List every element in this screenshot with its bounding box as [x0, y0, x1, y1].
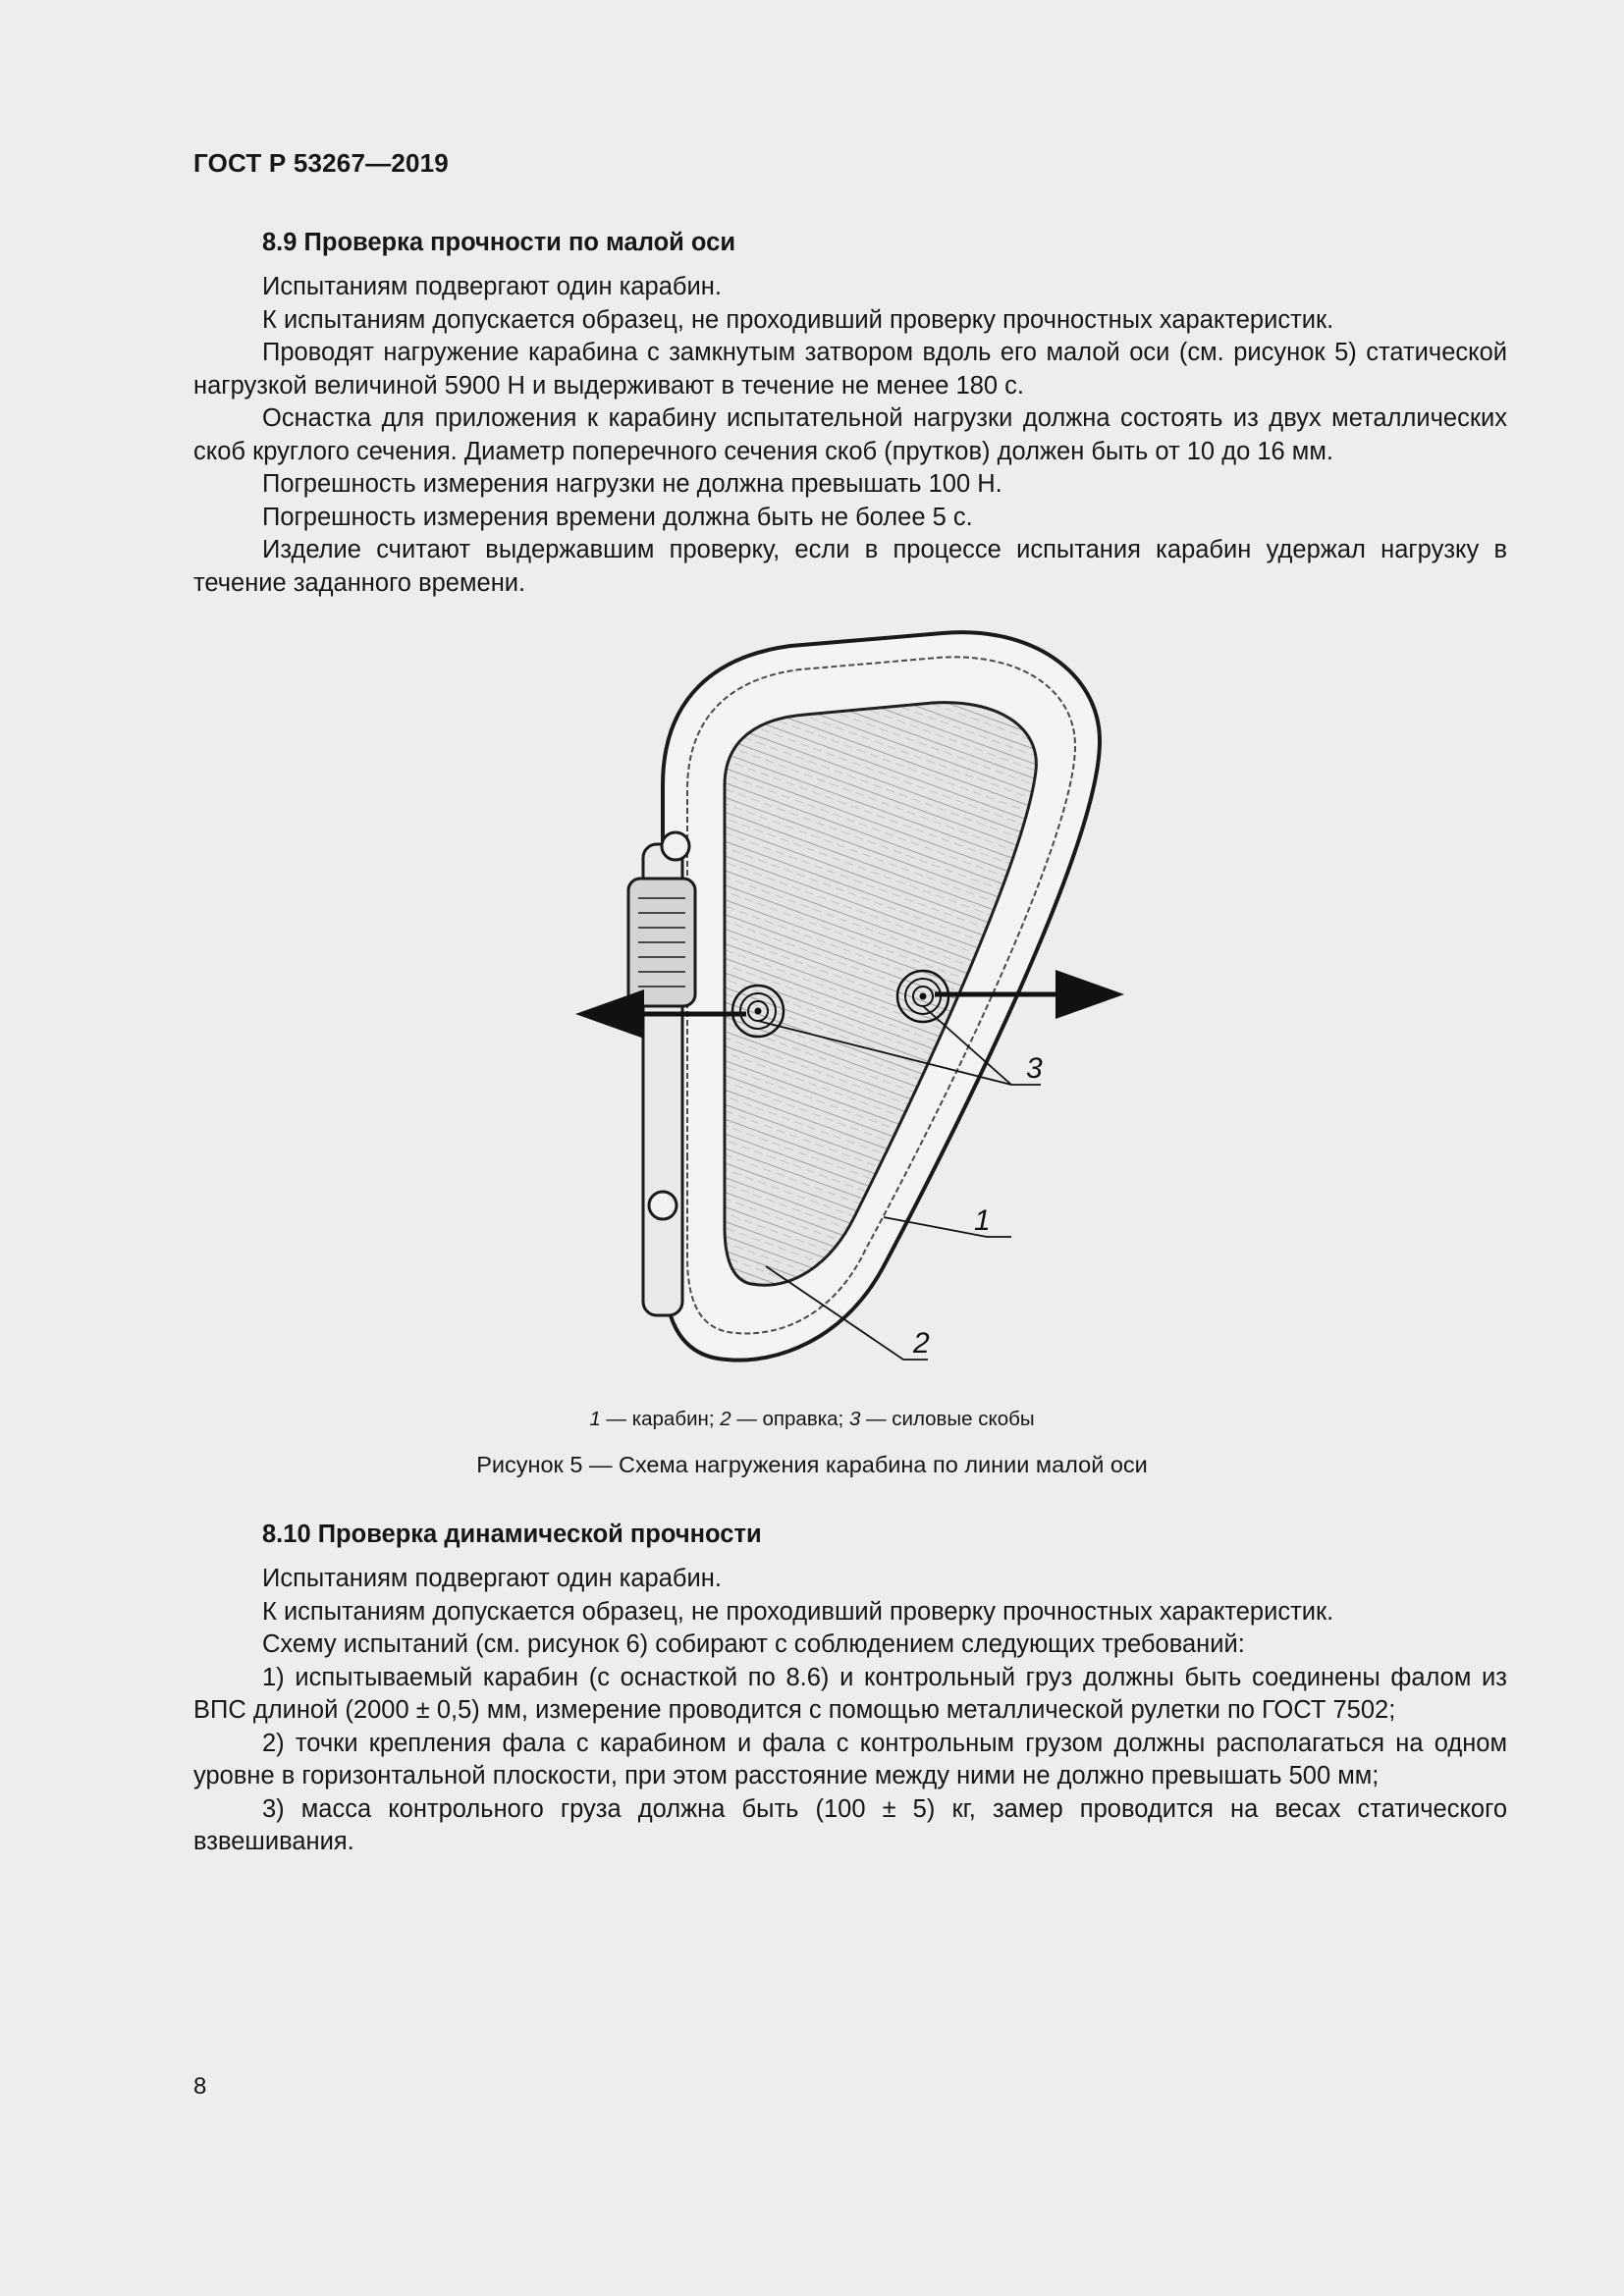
paragraph: Испытаниям подвергают один карабин. [262, 1565, 722, 1592]
paragraph: Испытаниям подвергают один карабин. [262, 273, 722, 300]
paragraph: Схему испытаний (см. рисунок 6) собирают с соблюдением следующих требований: [262, 1630, 1245, 1658]
callout-3: 3 [1026, 1052, 1043, 1085]
paragraph: 3) масса контрольного груза должна быть (100 ± 5) кг, замер проводится на весах статического взвешивания. [193, 1794, 1507, 1855]
paragraph: Погрешность измерения времени должна быть не более 5 с. [262, 503, 973, 531]
paragraph: К испытаниям допускается образец, не проходивший проверку прочностных характеристик. [262, 1597, 1334, 1626]
paragraph: К испытаниям допускается образец, не проходивший проверку прочностных характеристик. [262, 305, 1334, 334]
document-header: ГОСТ Р 53267—2019 [193, 148, 449, 178]
section-8-10 [193, 1519, 1507, 1859]
paragraph: 1) испытываемый карабин (с оснасткой по 8.6) и контрольный груз должны быть соединены фалом из ВПС длиной (2000 ± 0,5) мм, измерение проводится с помощью металлической рулетки по ГОСТ 7502; [193, 1663, 1507, 1724]
callout-2: 2 [913, 1327, 930, 1360]
page-number: 8 [193, 2073, 207, 2100]
figure-legend: 1 — карабин; 2 — оправка; 3 — силовые скобы [589, 1408, 1035, 1430]
carabiner-figure [550, 628, 1159, 1374]
paragraph: 2) точки крепления фала с карабином и фала с контрольным грузом должны располагаться на одном уровне в горизонтальной плоскости, при этом расстояние между ними не должно превышать 500 мм; [193, 1729, 1507, 1789]
section-heading: 8.10 Проверка динамической прочности [262, 1521, 762, 1548]
figure-caption: Рисунок 5 — Схема нагружения карабина по линии малой оси [476, 1452, 1148, 1477]
section-heading: 8.9 Проверка прочности по малой оси [262, 229, 736, 256]
paragraph: Оснастка для приложения к карабину испытательной нагрузки должна состоять из двух металлических скоб круглого сечения. Диаметр поперечного сечения скоб (прутков) должен быть от 10 до 16 мм. [193, 404, 1507, 465]
section-8-9 [193, 227, 1507, 600]
paragraph: Проводят нагружение карабина с замкнутым затвором вдоль его малой оси (см. рисунок 5) статической нагрузкой величиной 5900 Н и выдерживают в течение не менее 180 с. [193, 339, 1507, 400]
callout-1: 1 [974, 1204, 991, 1237]
paragraph: Погрешность измерения нагрузки не должна превышать 100 Н. [262, 470, 1002, 498]
paragraph: Изделие считают выдержавшим проверку, если в процессе испытания карабин удержал нагрузку в течение заданного времени. [193, 536, 1507, 597]
